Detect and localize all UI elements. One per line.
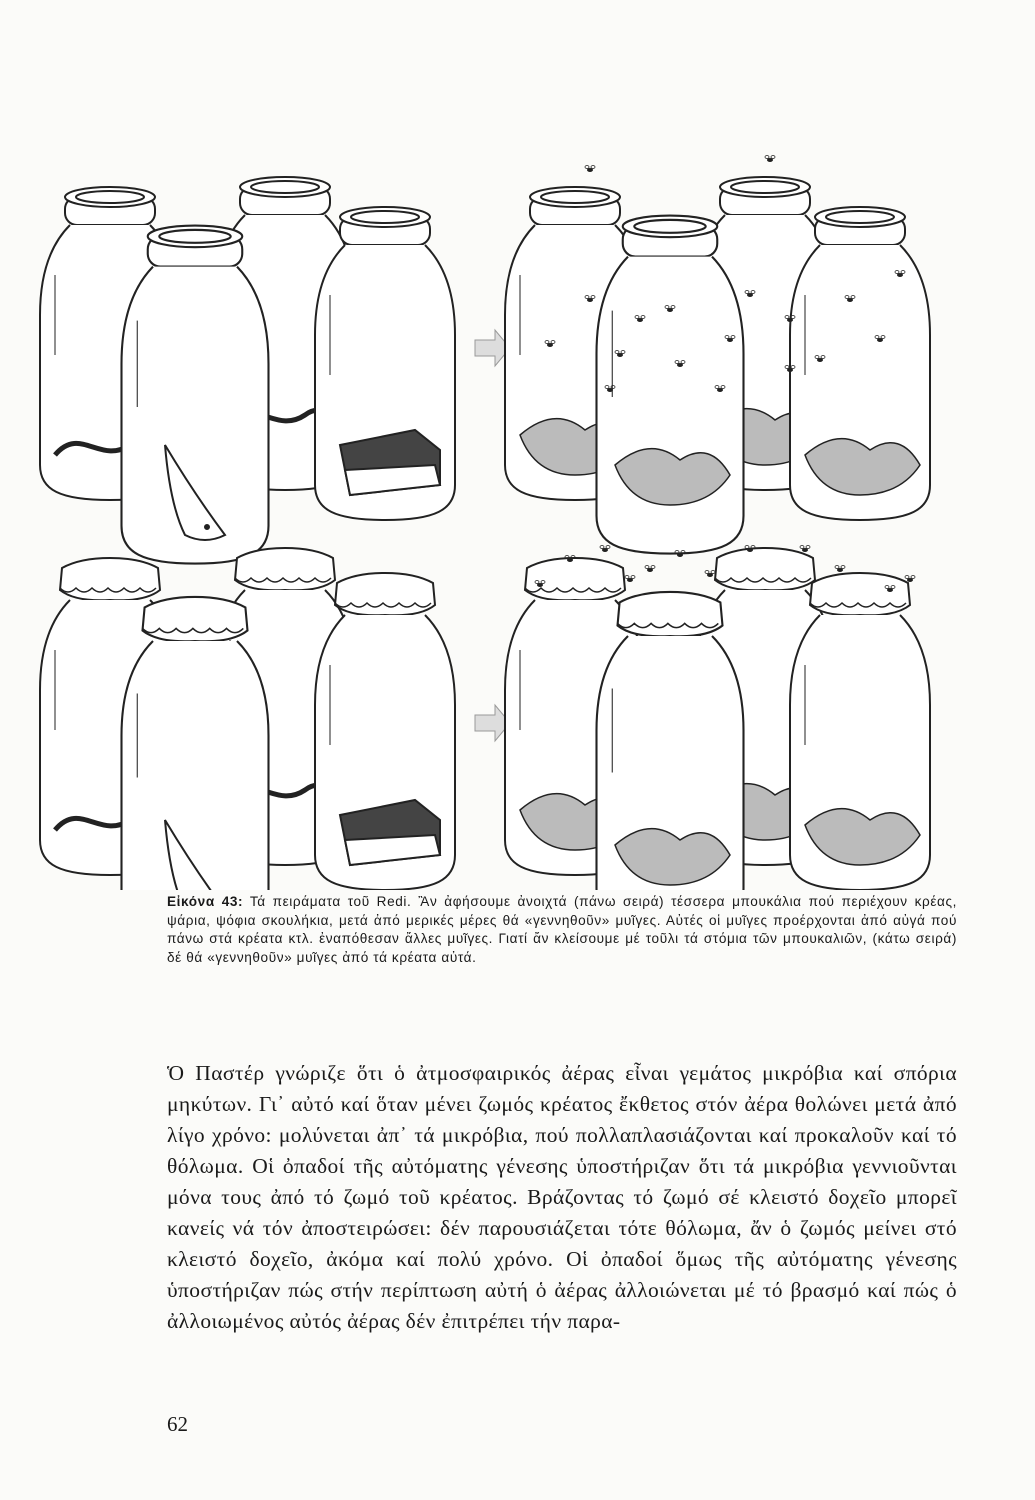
main-paragraph xyxy=(167,1058,957,1337)
page-number: 62 xyxy=(167,1412,188,1436)
covered-jars-before xyxy=(40,548,455,890)
open-jars-after xyxy=(505,156,930,554)
paragraph-text: Ὁ Παστέρ γνώριζε ὅτι ὁ ἀτμοσφαιρικός ἀέρας εἶναι γεμάτος μικρόβια καί σπόρια μηκύτων. Γι᾽ αὐτό καί ὅταν μένει ζωμός κρέατος ἔκθετος στόν ἀέρα θολώνει μετά ἀπό λίγο χρόνο: μολύνεται ἀπ᾽ τά μικρόβια, πού πολλαπλασιάζονται καί προκαλοῦν καί τό θόλωμα. Οἱ ὀπαδοί τῆς αὐτόματης γένεσης ὑποστήριζαν ὅτι τά μικρόβια γεννιοῦνται μόνα τους ἀπό τό ζωμό τοῦ κρέατος. Βράζοντας τό ζωμό σέ κλειστό δοχεῖο μπορεῖ κανείς νά τόν ἀποστειρώσει: δέν παρουσιάζεται τότε θόλωμα, ἄν ὁ ζωμός μείνει στό κλειστό δοχεῖο, ἀκόμα καί πολύ χρόνο. Οἱ ὀπαδοί ὅμως τῆς αὐτόματης γένεσης ὑποστήριζαν πώς στήν περίπτωση αὐτή ὁ ἀέρας ἀλλοιώνεται μέ τό βρασμό καί πώς ὁ ἀλλοιωμένος αὐτός ἀέρας δέν ἐπιτρέπει τήν παρα- xyxy=(167,1061,957,1333)
caption-text: Τά πειράματα τοῦ Redi. Ἂν ἀφήσουμε ἀνοιχτά (πάνω σειρά) τέσσερα μπουκάλια πού περιέχουν κρέας, ψάρια, ψόφια σκουλήκια, μετά ἀπό μερικές μέρες θά «γεννηθοῦν» μυῖγες. Αὐτές οἱ μυῖγες προέρχονται ἀπό αὐγά πού πάνω στά κρέατα κτλ. ἐναπόθεσαν ἄλλες μυῖγες. Γιατί ἄν κλείσουμε μέ τοῦλι τά στόμια τῶν μπουκαλιῶν, (κάτω σειρά) δέ θά «γεννηθοῦν» μυῖγες ἀπό τά κρέατα αὐτά. xyxy=(167,894,957,965)
open-jars-before xyxy=(40,177,455,564)
covered-jars-after xyxy=(505,546,930,891)
figure-caption xyxy=(167,893,957,967)
caption-label: Εἰκόνα 43: xyxy=(167,894,244,909)
redi-experiment-illustration xyxy=(30,150,970,890)
